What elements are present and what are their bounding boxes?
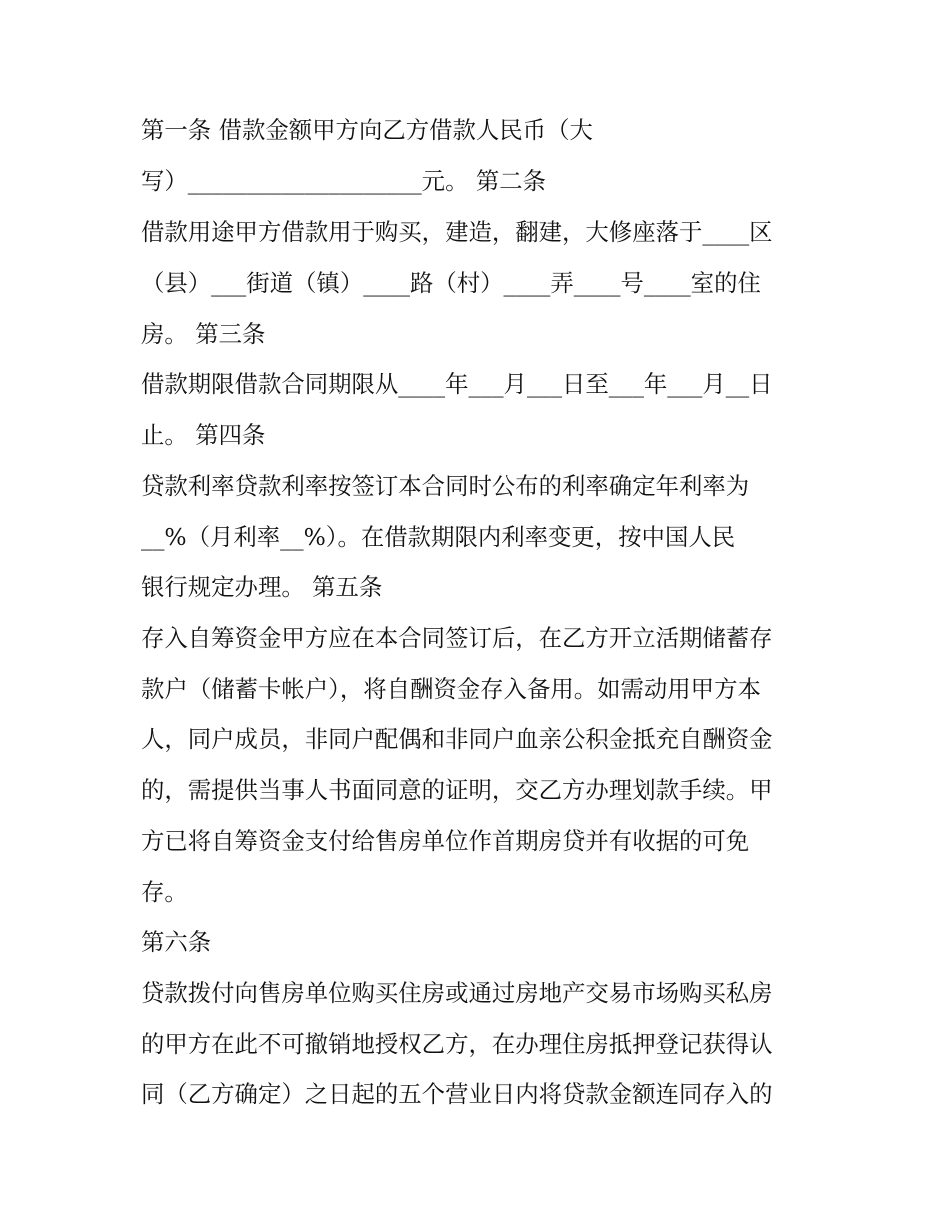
text-line: 写）____________________元。 第二条 [141,167,547,195]
text-line: 第六条 [141,928,212,956]
text-line: __%（月利率__%）。在借款期限内利率变更，按中国人民 [141,523,736,551]
text-line: 银行规定办理。 第五条 [141,573,383,601]
text-line: （县）___街道（镇）____路（村）____弄____号____室的住 [141,269,761,297]
text-line: 第一条 借款金额甲方向乙方借款人民币（大 [141,116,593,144]
text-line: 人，同户成员，非同户配偶和非同户血亲公积金抵充自酬资金 [141,725,773,753]
text-line: 款户（储蓄卡帐户），将自酬资金存入备用。如需动用甲方本 [141,675,761,703]
text-line: 房。 第三条 [141,320,266,348]
text-line: 存。 [141,878,188,906]
text-line: 贷款拨付向售房单位购买住房或通过房地产交易市场购买私房 [141,979,773,1007]
text-line: 的甲方在此不可撤销地授权乙方，在办理住房抵押登记获得认 [141,1030,773,1058]
text-line: 止。 第四条 [141,421,266,449]
text-line: 贷款利率贷款利率按签订本合同时公布的利率确定年利率为 [141,472,750,500]
text-line: 存入自筹资金甲方应在本合同签订后，在乙方开立活期储蓄存 [141,624,773,652]
text-line: 借款期限借款合同期限从____年___月___日至___年___月__日 [141,370,773,398]
text-line: 借款用途甲方借款用于购买，建造，翻建，大修座落于____区 [141,218,773,246]
text-line: 的，需提供当事人书面同意的证明，交乙方办理划款手续。甲 [141,776,773,804]
text-line: 同（乙方确定）之日起的五个营业日内将贷款金额连同存入的 [141,1080,773,1108]
text-line: 方已将自筹资金支付给售房单位作首期房贷并有收据的可免 [141,827,750,855]
